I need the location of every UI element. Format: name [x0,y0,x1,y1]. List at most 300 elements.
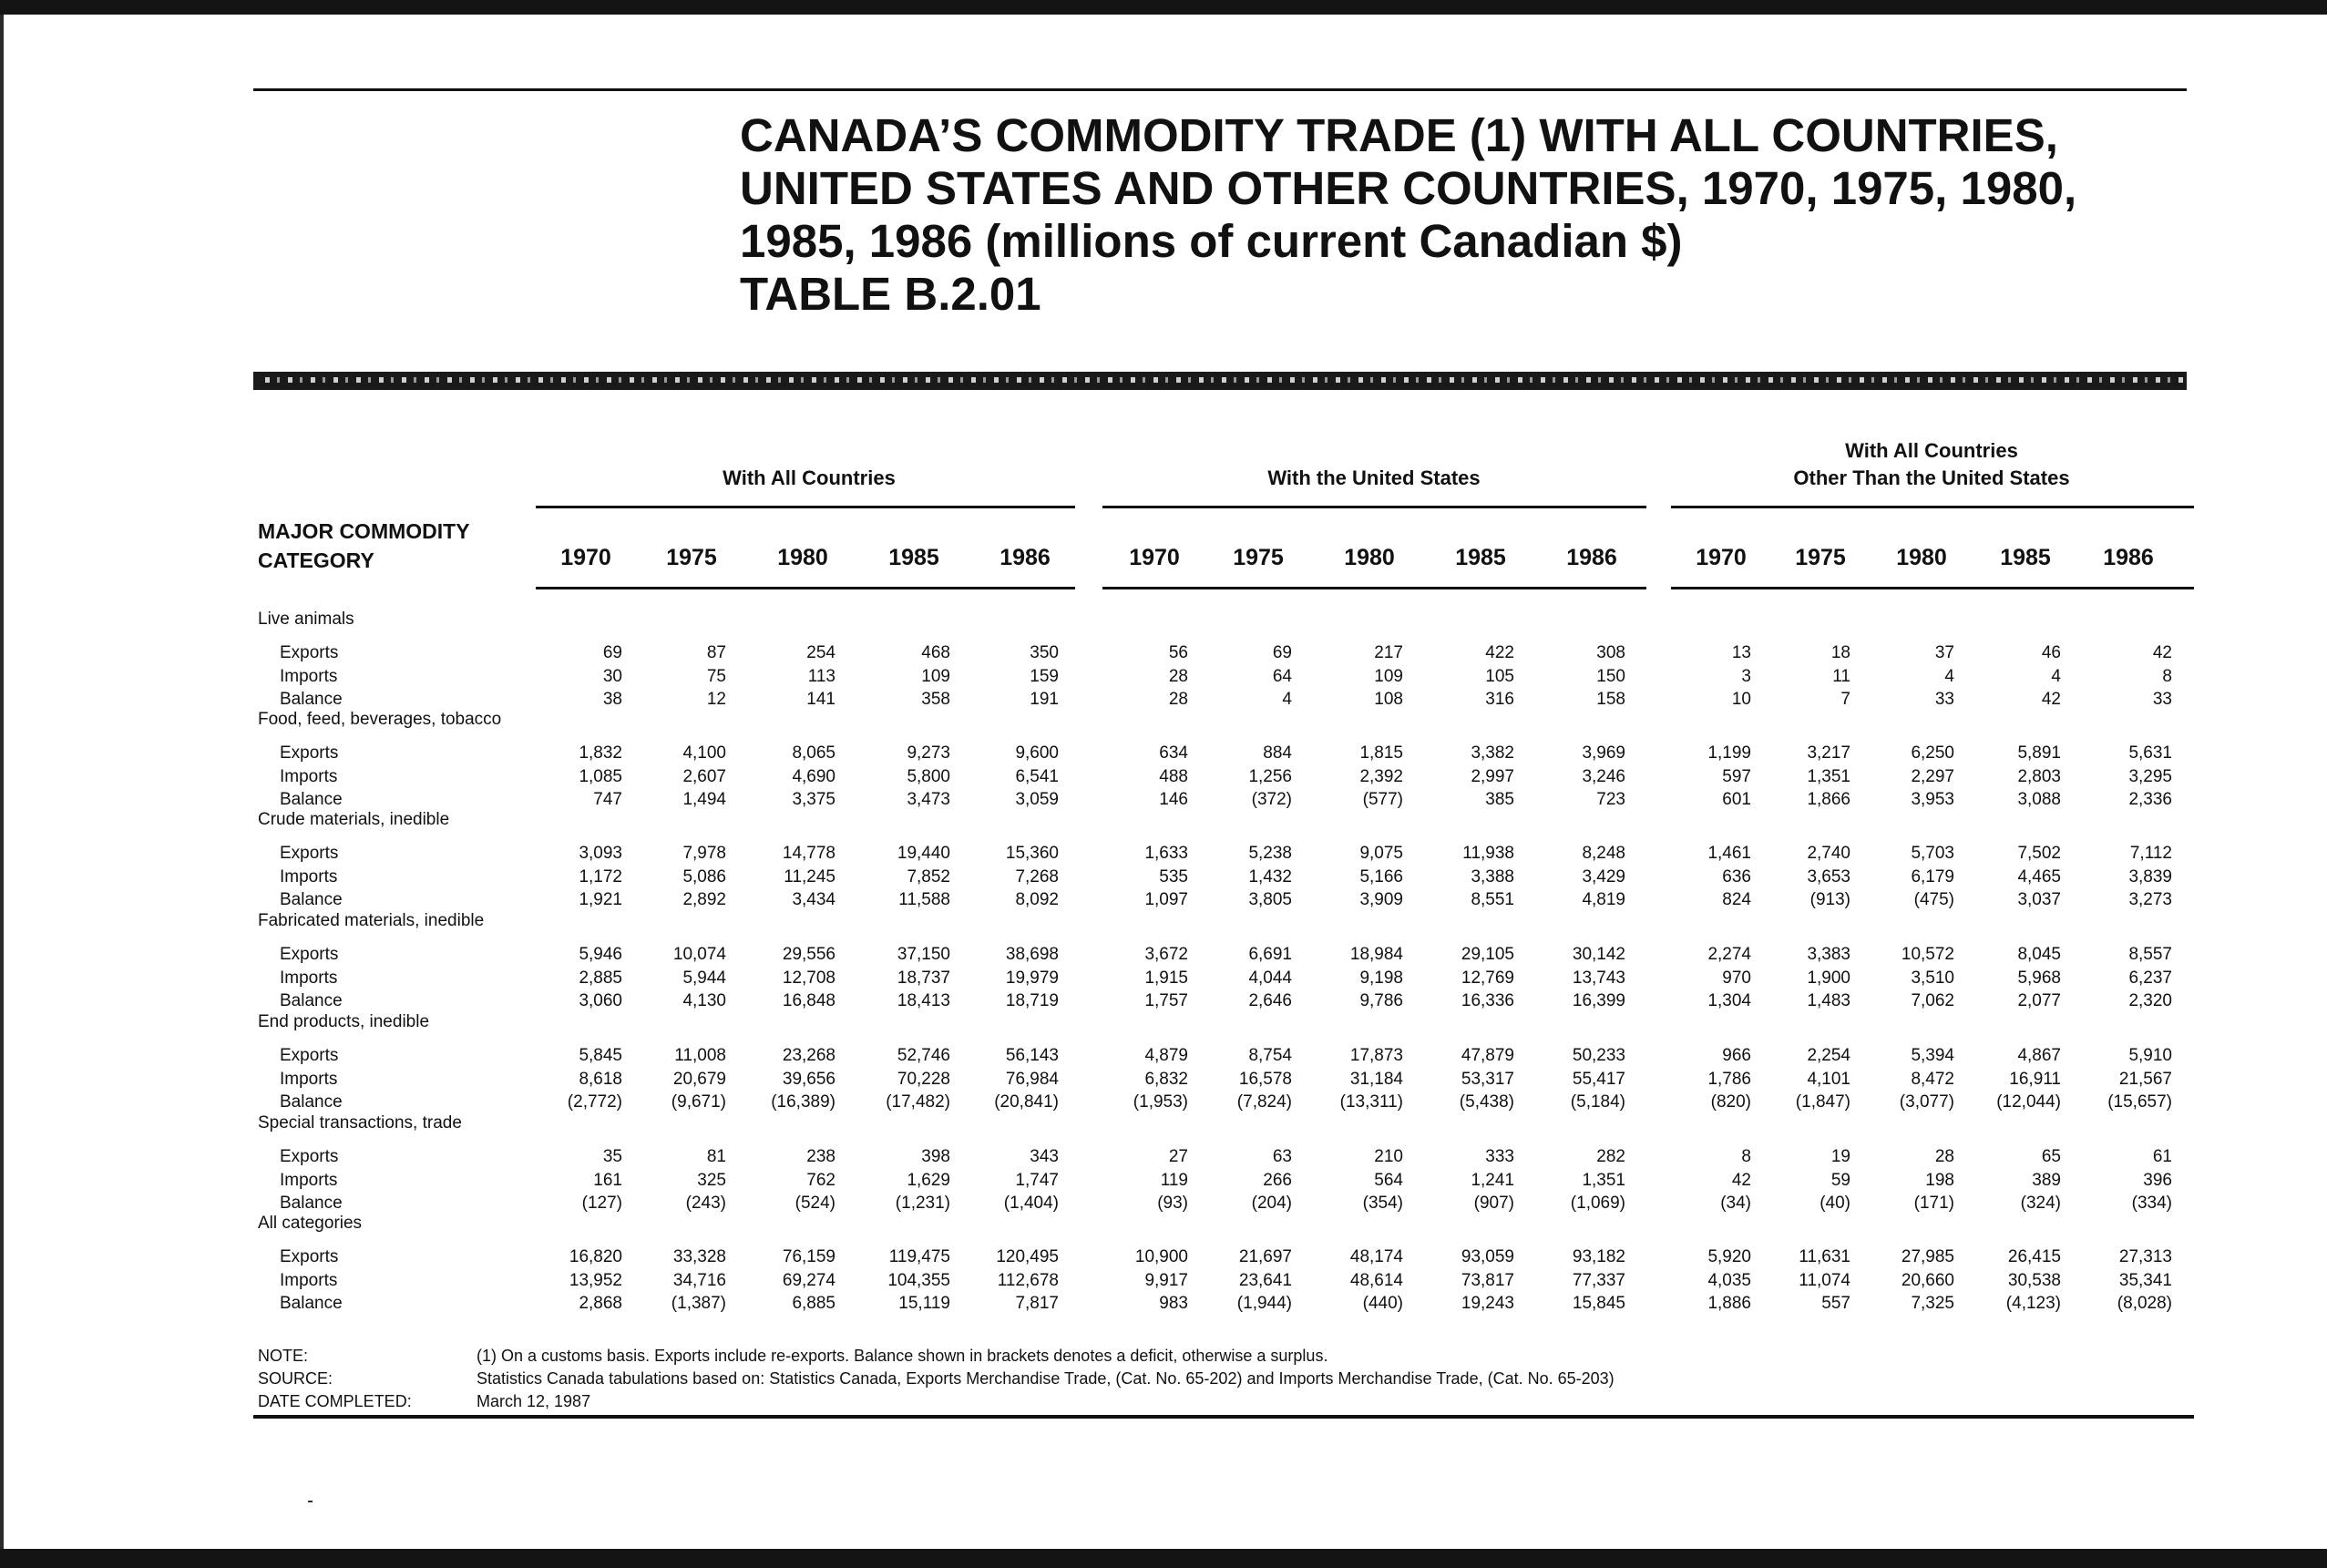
table-cell: 5,920 [1707,1247,1751,1266]
table-cell: 970 [1722,968,1751,988]
table-cell: 19 [1830,1147,1850,1166]
table-cell: 9,600 [1015,743,1059,763]
table-cell: 8,557 [2128,945,2172,964]
table-cell: 16,911 [2009,1070,2061,1089]
row-label: Balance [280,1294,343,1313]
table-row [0,842,2327,866]
commodity-section [0,1213,2327,1313]
row-label: Exports [280,743,339,763]
top-rule [253,88,2187,91]
table-cell: 5,944 [682,968,726,988]
table-cell: 254 [806,643,835,662]
table-cell: 7 [1840,690,1850,709]
table-cell: 966 [1722,1046,1751,1065]
table-cell: 23,268 [782,1046,835,1065]
table-cell: (1,953) [1133,1092,1188,1112]
table-cell: 2,607 [682,767,726,786]
commodity-section [0,1112,2327,1213]
table-cell: 21,697 [1238,1247,1292,1266]
table-cell: 13,743 [1572,968,1625,988]
table-cell: 2,740 [1807,844,1850,863]
table-cell: 1,085 [579,767,622,786]
table-row [0,641,2327,665]
table-cell: 1,900 [1807,968,1850,988]
table-cell: 42 [1731,1171,1751,1190]
table-cell: 9,273 [907,743,950,763]
year-rule-all-countries [536,587,1075,589]
table-cell: 20,660 [1901,1271,1954,1290]
year-header: 1985 [1455,545,1506,570]
table-cell: 1,921 [579,890,622,909]
year-header: 1980 [1896,545,1947,570]
table-cell: 35 [602,1147,622,1166]
table-cell: 112,678 [997,1271,1059,1290]
table-row [0,742,2327,765]
table-cell: 6,832 [1144,1070,1188,1089]
group-header-other-line-2: Other Than the United States [1793,466,2070,489]
table-cell: 18,984 [1349,945,1403,964]
table-cell: 38 [602,690,622,709]
table-cell: 2,254 [1807,1046,1850,1065]
table-cell: 191 [1030,690,1059,709]
table-cell: 11,074 [1799,1271,1850,1290]
table-cell: 3,246 [1582,767,1625,786]
table-cell: 35,341 [2118,1271,2172,1290]
year-rule-other-countries [1671,587,2194,589]
year-header: 1975 [1233,545,1284,570]
year-header: 1975 [666,545,717,570]
row-label: Balance [280,1194,343,1213]
table-cell: 47,879 [1461,1046,1514,1065]
table-cell: 762 [806,1171,835,1190]
year-header: 1970 [560,545,611,570]
table-cell: 2,077 [2017,991,2061,1010]
table-row [0,1145,2327,1169]
table-cell: 2,803 [2017,767,2061,786]
commodity-section [0,809,2327,909]
table-cell: 16,399 [1572,991,1625,1010]
table-cell: 56,143 [1005,1046,1059,1065]
table-cell: 19,979 [1005,968,1059,988]
year-header: 1985 [2000,545,2051,570]
table-cell: 7,268 [1015,867,1059,886]
table-cell: (354) [1362,1194,1403,1213]
title-line-1: CANADA’S COMMODITY TRADE (1) WITH ALL COUNTRIES, [740,109,2058,161]
table-cell: 1,241 [1471,1171,1514,1190]
table-cell: (1,231) [895,1194,950,1213]
table-cell: 8,472 [1911,1070,1954,1089]
table-cell: 634 [1159,743,1188,763]
table-cell: 11,008 [674,1046,726,1065]
table-cell: (577) [1362,790,1403,809]
table-cell: 1,815 [1359,743,1403,763]
table-cell: 31,184 [1349,1070,1403,1089]
table-cell: (475) [1913,890,1954,909]
table-cell: 601 [1722,790,1751,809]
table-cell: 93,182 [1572,1247,1625,1266]
table-cell: (1,404) [1003,1194,1059,1213]
table-cell: 1,351 [1582,1171,1625,1190]
group-header-other-line-1: With All Countries [1845,439,2018,462]
commodity-section [0,1011,2327,1112]
table-cell: 141 [806,690,835,709]
table-cell: 488 [1159,767,1188,786]
note-label: NOTE: [258,1347,309,1365]
table-cell: 42 [2041,690,2061,709]
year-rule-united-states [1102,587,1646,589]
table-row [0,1169,2327,1193]
table-cell: 2,868 [579,1294,622,1313]
table-cell: 747 [593,790,622,809]
table-cell: (907) [1473,1194,1514,1213]
table-cell: 1,199 [1707,743,1751,763]
table-row [0,665,2327,689]
table-cell: 5,086 [682,867,726,886]
title-line-3: 1985, 1986 (millions of current Canadian $) [740,215,1683,267]
table-cell: 7,978 [682,844,726,863]
table-cell: 11,588 [898,890,950,909]
table-cell: 28 [1168,667,1188,686]
table-cell: 27,985 [1901,1247,1954,1266]
table-cell: 146 [1159,790,1188,809]
year-header: 1986 [2103,545,2154,570]
table-cell: (440) [1362,1294,1403,1313]
table-cell: 8 [1741,1147,1751,1166]
table-cell: 3,273 [2128,890,2172,909]
table-cell: 33,328 [672,1247,726,1266]
table-cell: 1,832 [579,743,622,763]
commodity-section [0,609,2327,709]
table-cell: 4,130 [682,991,726,1010]
table-cell: 13 [1731,643,1751,662]
table-cell: 884 [1263,743,1292,763]
table-cell: 1,172 [579,867,622,886]
table-cell: 159 [1030,667,1059,686]
table-cell: (820) [1710,1092,1751,1112]
date-text: March 12, 1987 [477,1392,591,1410]
table-cell: 30,142 [1572,945,1625,964]
table-cell: 4,867 [2017,1046,2061,1065]
table-cell: 1,351 [1807,767,1850,786]
table-cell: 3,805 [1248,890,1292,909]
table-cell: 6,179 [1911,867,1954,886]
row-label: Balance [280,991,343,1010]
row-label: Imports [280,1070,338,1089]
table-row [0,1091,2327,1114]
table-cell: 1,915 [1144,968,1188,988]
table-row [0,1068,2327,1091]
table-cell: (1,847) [1795,1092,1850,1112]
table-cell: (3,077) [1899,1092,1954,1112]
row-label: Imports [280,767,338,786]
table-cell: 69 [602,643,622,662]
table-cell: 119 [1160,1171,1188,1190]
table-cell: 53,317 [1461,1070,1514,1089]
table-cell: 48,614 [1349,1271,1403,1290]
table-cell: 3,088 [2017,790,2061,809]
table-cell: 5,968 [2017,968,2061,988]
table-cell: 4,044 [1248,968,1292,988]
table-cell: (524) [794,1194,835,1213]
table-cell: 9,075 [1359,844,1403,863]
table-cell: 1,432 [1248,867,1292,886]
table-cell: 3,059 [1015,790,1059,809]
table-cell: 29,556 [782,945,835,964]
table-cell: 105 [1485,667,1514,686]
year-header-row [0,545,2327,574]
table-cell: 18,737 [897,968,950,988]
commodity-category-title: Food, feed, beverages, tobacco [258,710,502,729]
table-cell: 70,228 [897,1070,950,1089]
table-cell: 10,900 [1134,1247,1188,1266]
table-cell: (5,184) [1570,1092,1625,1112]
table-cell: (16,389) [771,1092,835,1112]
table-cell: 535 [1159,867,1188,886]
table-cell: 4,101 [1807,1070,1850,1089]
table-cell: 26,415 [2007,1247,2061,1266]
table-cell: 81 [706,1147,726,1166]
source-text: Statistics Canada tabulations based on: Statistics Canada, Exports Merchandise Trade, (Cat. No. 65-202) and Imports Merchandise Trade, (Cat. No. 65-203) [477,1369,1615,1388]
table-cell: 12,708 [782,968,835,988]
table-cell: 158 [1596,690,1625,709]
table-cell: 10,572 [1901,945,1954,964]
table-row [0,1292,2327,1316]
table-cell: 7,502 [2017,844,2061,863]
table-cell: 210 [1374,1147,1403,1166]
table-cell: (15,657) [2107,1092,2172,1112]
table-cell: 27,313 [2118,1247,2172,1266]
table-cell: (4,123) [2005,1294,2061,1313]
table-cell: 34,716 [672,1271,726,1290]
table-cell: (8,028) [2117,1294,2172,1313]
note-text: (1) On a customs basis. Exports include re-exports. Balance shown in brackets denotes a deficit, otherwise a surplus. [477,1347,1328,1365]
table-cell: 11,245 [784,867,835,886]
table-cell: 7,112 [2129,844,2172,863]
table-cell: 16,848 [782,991,835,1010]
row-label: Exports [280,945,339,964]
row-label: Imports [280,1171,338,1190]
table-cell: 28 [1168,690,1188,709]
table-cell: 2,297 [1911,767,1954,786]
table-cell: (13,311) [1339,1092,1403,1112]
table-cell: 422 [1485,643,1514,662]
table-cell: (34) [1720,1194,1751,1213]
table-cell: 2,392 [1359,767,1403,786]
table-cell: 3,969 [1582,743,1625,763]
table-row [0,765,2327,789]
table-cell: 19,243 [1461,1294,1514,1313]
table-cell: 7,062 [1911,991,1954,1010]
table-cell: (372) [1251,790,1292,809]
table-cell: 8,551 [1471,890,1514,909]
table-cell: 5,703 [1911,844,1954,863]
row-label: Exports [280,643,339,662]
table-cell: 350 [1030,643,1059,662]
table-cell: 37 [1934,643,1954,662]
table-number: TABLE B.2.01 [740,268,1041,320]
table-cell: 7,817 [1015,1294,1059,1313]
group-header-all-countries: With All Countries [723,466,896,489]
commodity-category-title: Live animals [258,610,354,629]
table-cell: 87 [706,643,726,662]
table-cell: 1,304 [1707,991,1751,1010]
table-cell: 3,093 [579,844,622,863]
table-cell: 1,633 [1144,844,1188,863]
table-cell: 282 [1596,1147,1625,1166]
table-cell: 2,997 [1471,767,1514,786]
table-cell: (1,069) [1570,1194,1625,1213]
table-cell: 4,035 [1707,1271,1751,1290]
table-cell: 3,382 [1471,743,1514,763]
table-row [0,888,2327,912]
table-cell: 2,885 [579,968,622,988]
table-cell: 3,037 [2017,890,2061,909]
table-row [0,967,2327,990]
table-cell: (12,044) [1996,1092,2061,1112]
table-cell: (171) [1913,1194,1954,1213]
table-cell: 108 [1374,690,1403,709]
table-cell: 161 [593,1171,622,1190]
table-cell: 8,248 [1582,844,1625,863]
group-rule-united-states [1102,506,1646,508]
table-cell: 3,429 [1582,867,1625,886]
table-cell: 3,383 [1807,945,1850,964]
table-cell: 56 [1168,643,1188,662]
table-cell: 4 [2051,667,2061,686]
table-cell: 1,786 [1707,1070,1751,1089]
table-cell: 4 [1282,690,1292,709]
table-cell: 3,060 [579,991,622,1010]
table-cell: 238 [806,1147,835,1166]
table-cell: 55,417 [1572,1070,1625,1089]
table-cell: 1,461 [1707,844,1751,863]
commodity-category-title: Fabricated materials, inedible [258,911,485,930]
table-cell: 38,698 [1005,945,1059,964]
row-label: Exports [280,1247,339,1266]
table-cell: 3,217 [1807,743,1850,763]
table-cell: 597 [1722,767,1751,786]
year-header: 1980 [1344,545,1395,570]
table-cell: 15,360 [1005,844,1059,863]
table-cell: 14,778 [782,844,835,863]
table-cell: 983 [1159,1294,1188,1313]
table-cell: 3,473 [907,790,950,809]
table-cell: 5,845 [579,1046,622,1065]
table-cell: 11 [1832,667,1850,686]
table-cell: 17,873 [1349,1046,1403,1065]
table-cell: (93) [1157,1194,1188,1213]
table-cell: 48,174 [1349,1247,1403,1266]
table-cell: 10,074 [672,945,726,964]
bottom-rule [253,1415,2194,1419]
table-cell: 4,819 [1582,890,1625,909]
table-cell: 12 [706,690,726,709]
table-cell: 1,747 [1015,1171,1059,1190]
row-label: Balance [280,690,343,709]
table-cell: 4,879 [1144,1046,1188,1065]
table-cell: 75 [706,667,726,686]
row-label: Imports [280,968,338,988]
row-label: Exports [280,1147,339,1166]
table-cell: 1,757 [1144,991,1188,1010]
decorative-band [253,372,2187,390]
table-cell: 217 [1374,643,1403,662]
table-cell: 5,910 [2128,1046,2172,1065]
table-cell: 27 [1168,1147,1188,1166]
table-cell: 20,679 [672,1070,726,1089]
table-cell: 1,886 [1707,1294,1751,1313]
table-cell: 6,250 [1911,743,1954,763]
table-cell: 46 [2041,643,2061,662]
table-cell: (20,841) [994,1092,1059,1112]
table-cell: 723 [1596,790,1625,809]
table-cell: 76,159 [782,1247,835,1266]
table-cell: 69,274 [782,1271,835,1290]
table-cell: 76,984 [1005,1070,1059,1089]
table-cell: 8,045 [2017,945,2061,964]
table-cell: 557 [1821,1294,1850,1313]
table-cell: 15,845 [1572,1294,1625,1313]
row-label: Balance [280,890,343,909]
table-cell: (204) [1251,1194,1292,1213]
table-cell: 6,691 [1248,945,1292,964]
table-cell: 198 [1925,1171,1954,1190]
table-cell: 389 [2032,1171,2061,1190]
table-cell: (9,671) [671,1092,726,1112]
table-cell: 1,483 [1807,991,1850,1010]
row-label: Imports [280,867,338,886]
table-row [0,1269,2327,1293]
table-cell: 468 [921,643,950,662]
table-cell: 564 [1374,1171,1403,1190]
table-cell: 52,746 [897,1046,950,1065]
year-header: 1970 [1129,545,1180,570]
table-row [0,943,2327,967]
date-label: DATE COMPLETED: [258,1392,412,1410]
table-cell: 21,567 [2118,1070,2172,1089]
table-cell: 6,885 [792,1294,835,1313]
table-cell: 63 [1272,1147,1292,1166]
table-cell: 4,690 [792,767,835,786]
table-cell: 29,105 [1461,945,1514,964]
table-cell: 3 [1741,667,1751,686]
table-row [0,866,2327,889]
table-cell: 5,166 [1359,867,1403,886]
category-header-line-1: MAJOR COMMODITY [258,519,470,543]
table-cell: (127) [581,1194,622,1213]
table-cell: 33 [1934,690,1954,709]
table-cell: 4,100 [682,743,726,763]
table-cell: 325 [697,1171,726,1190]
category-header-line-2: CATEGORY [258,548,374,572]
row-label: Exports [280,844,339,863]
table-cell: 19,440 [897,844,950,863]
title-line-2: UNITED STATES AND OTHER COUNTRIES, 1970, 1975, 1980, [740,162,2077,214]
row-label: Imports [280,1271,338,1290]
year-header: 1975 [1795,545,1846,570]
table-cell: 93,059 [1461,1247,1514,1266]
table-cell: 358 [921,690,950,709]
table-cell: 8 [2162,667,2172,686]
table-cell: (17,482) [886,1092,950,1112]
table-cell: 343 [1030,1147,1059,1166]
table-cell: 9,198 [1359,968,1403,988]
table-cell: 28 [1934,1147,1954,1166]
scan-top-edge [0,0,2327,15]
table-cell: 5,238 [1248,844,1292,863]
table-cell: 4 [1944,667,1954,686]
table-cell: 3,839 [2128,867,2172,886]
